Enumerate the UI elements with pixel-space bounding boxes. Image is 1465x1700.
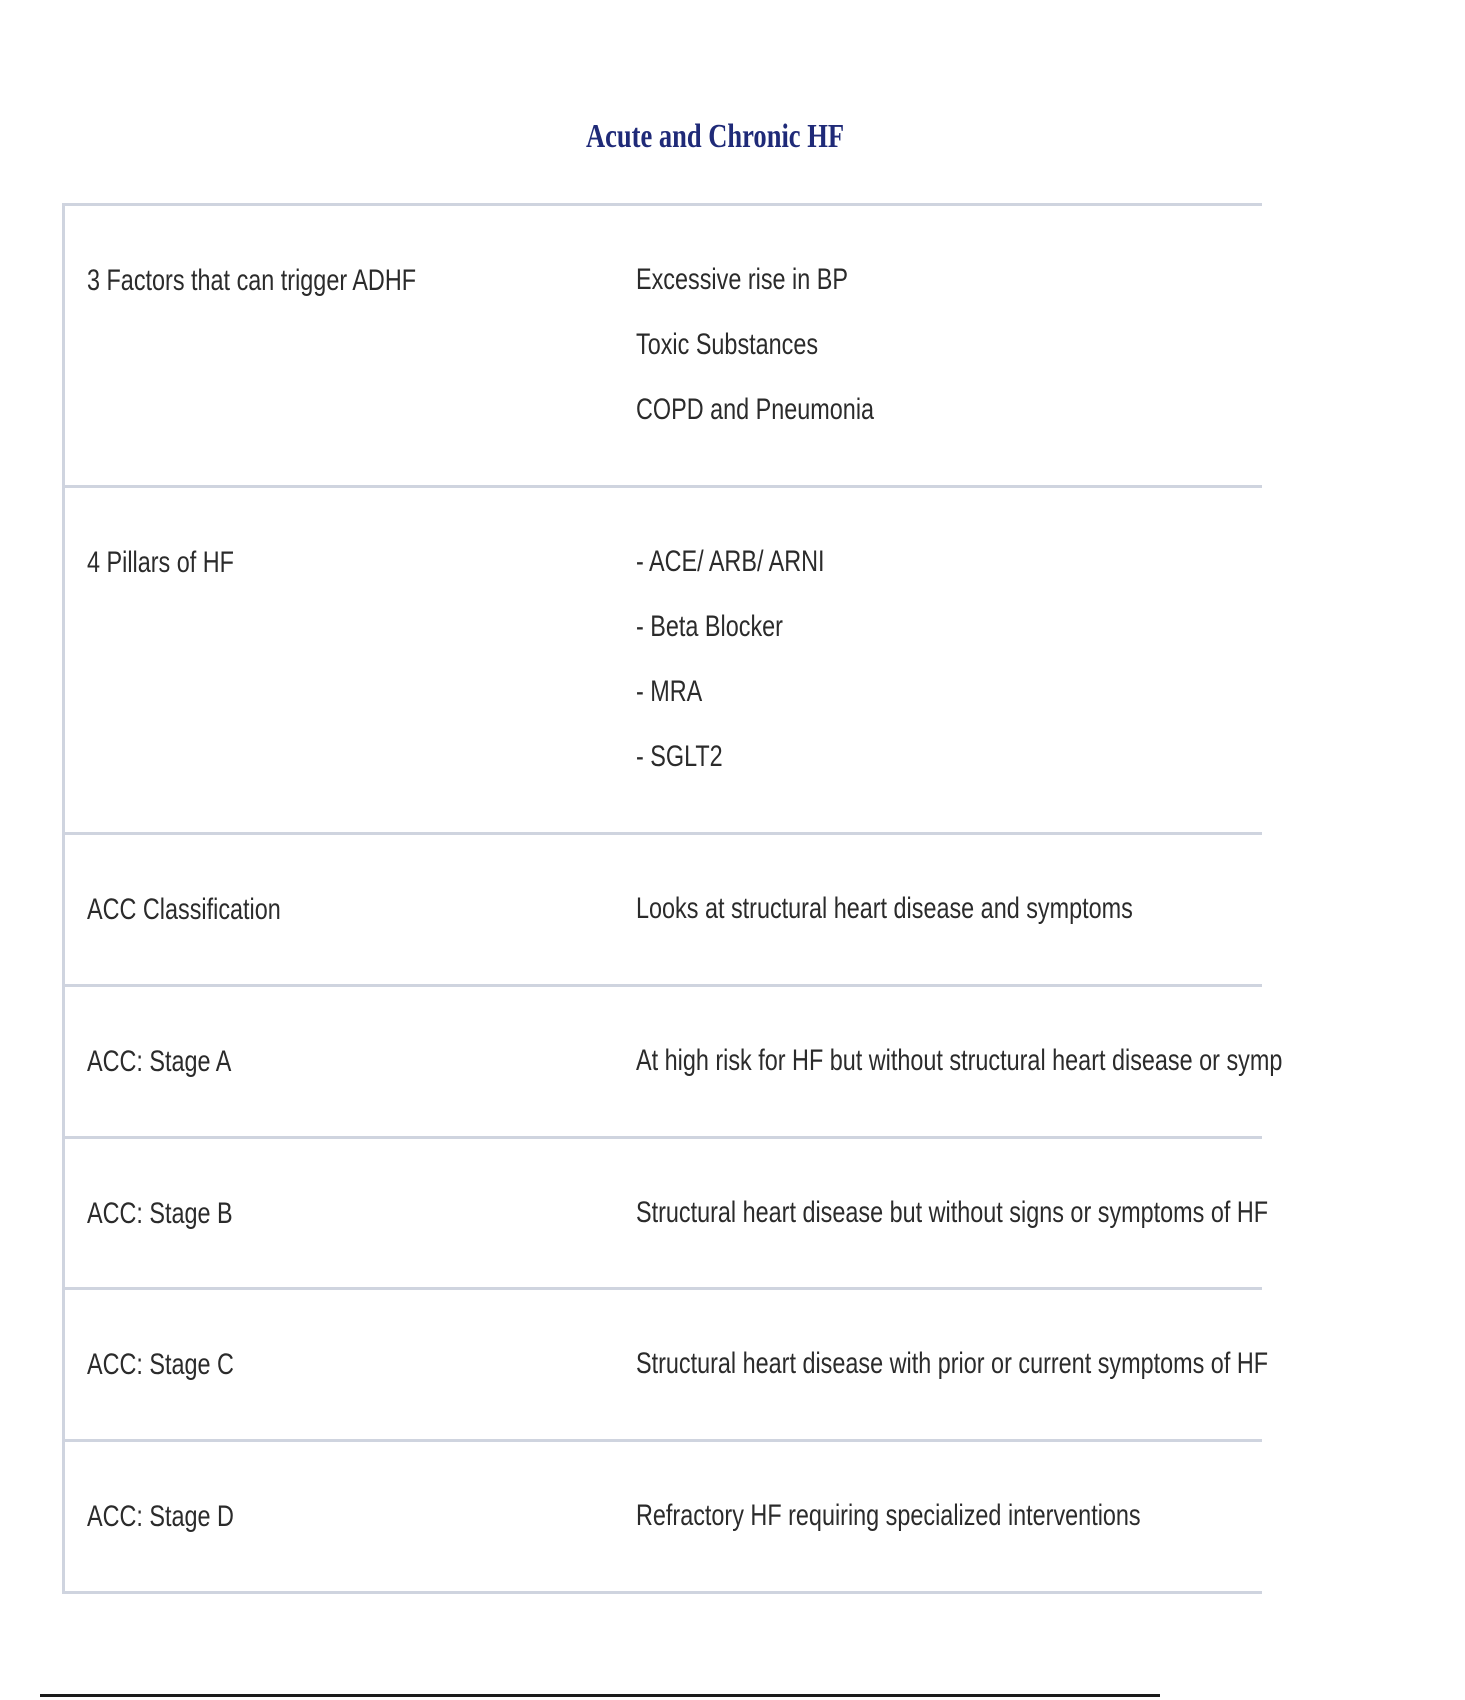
row-term: 3 Factors that can trigger ADHF (87, 264, 417, 297)
row-term: 4 Pillars of HF (87, 546, 234, 579)
row-term: ACC Classification (87, 893, 281, 926)
definition-line: Refractory HF requiring specialized interventions (636, 1499, 1141, 1532)
row-definition (636, 1045, 1465, 1093)
table-row (65, 488, 1262, 835)
table-row (65, 206, 1262, 488)
definition-line: Toxic Substances (636, 328, 819, 361)
row-term: ACC: Stage C (87, 1348, 234, 1381)
row-term: ACC: Stage A (87, 1045, 232, 1078)
definition-line: - SGLT2 (636, 740, 723, 773)
table-row (65, 835, 1262, 987)
row-definition (636, 1348, 1446, 1396)
flashcard-table (62, 203, 1283, 1594)
row-definition (636, 1197, 1446, 1245)
definition-line: Structural heart disease with prior or current symptoms of HF (636, 1347, 1269, 1380)
row-definition (636, 893, 1273, 941)
row-definition (636, 546, 878, 789)
row-term: ACC: Stage B (87, 1197, 233, 1230)
table-row (65, 1442, 1262, 1591)
definition-line: At high risk for HF but without structural heart disease or symp (636, 1044, 1283, 1077)
row-definition (636, 264, 941, 442)
definition-line: Excessive rise in BP (636, 263, 848, 296)
document-title: Acute and Chronic HF (585, 118, 845, 155)
table-row (65, 987, 1283, 1139)
definition-line: Looks at structural heart disease and symptoms (636, 892, 1133, 925)
table-row (65, 1139, 1269, 1290)
table-row (65, 1290, 1269, 1442)
page-divider (40, 1694, 1160, 1697)
row-definition (636, 1500, 1283, 1548)
definition-line: - MRA (636, 675, 703, 708)
definition-line: - ACE/ ARB/ ARNI (636, 545, 825, 578)
row-term: ACC: Stage D (87, 1500, 234, 1533)
definition-line: Structural heart disease but without signs or symptoms of HF (636, 1196, 1269, 1229)
definition-line: COPD and Pneumonia (636, 393, 875, 426)
definition-line: - Beta Blocker (636, 610, 783, 643)
